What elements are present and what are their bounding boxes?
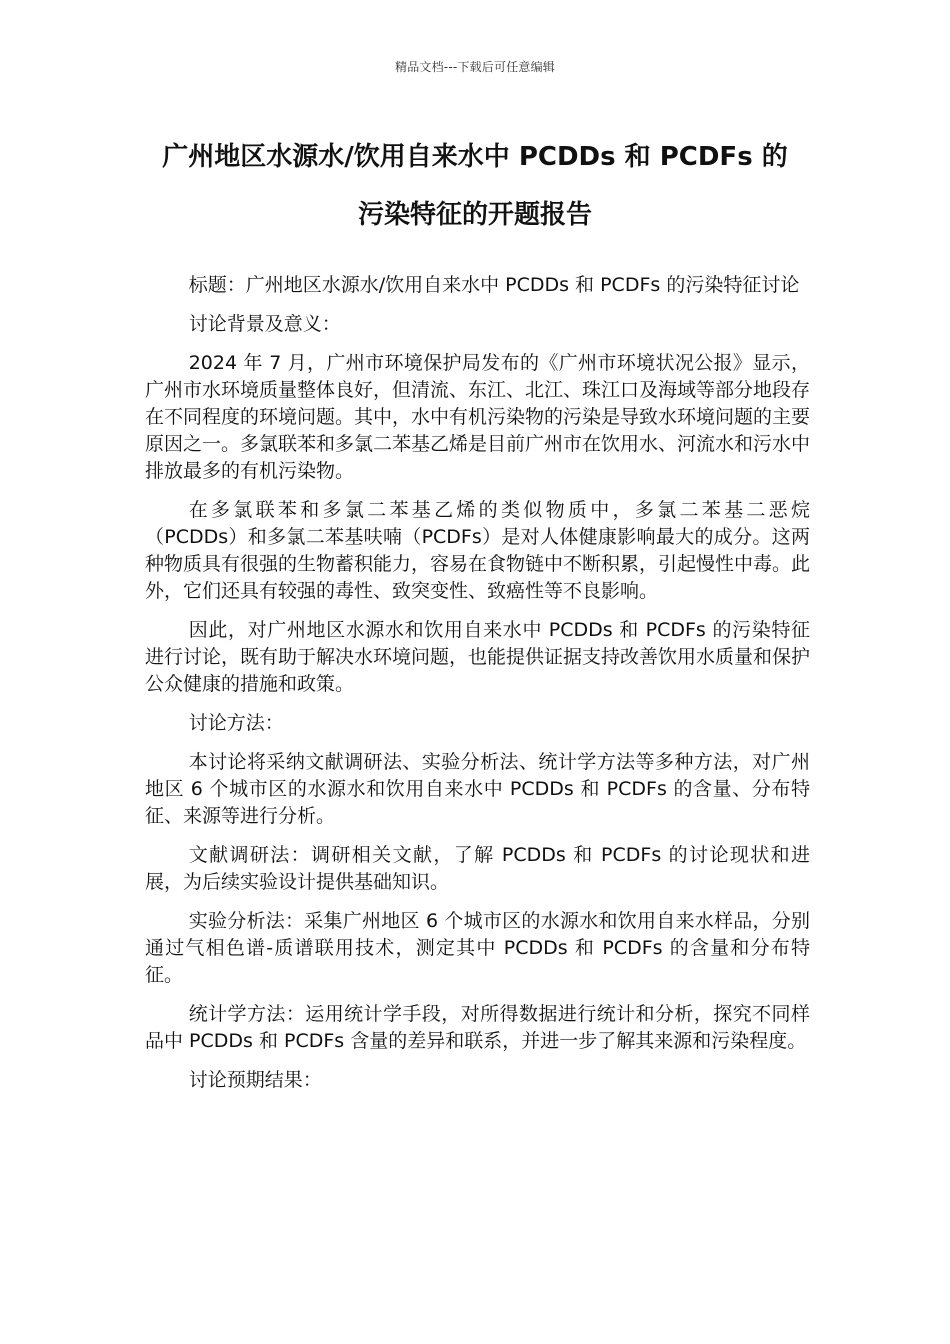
paragraph-topic: 标题：广州地区水源水/饮用自来水中 PCDDs 和 PCDFs 的污染特征讨论 <box>188 274 800 296</box>
section-heading-background: 讨论背景及意义： <box>188 313 341 335</box>
document-title <box>120 128 830 244</box>
paragraph-background-3: 因此，对广州地区水源水和饮用自来水中 PCDDs 和 PCDFs 的污染特征进行讨论，既有助于解决水环境问题，也能提供证据支持改善饮用水质量和保护公众健康的措施和政策。 <box>145 619 811 695</box>
paragraph-method-statistics: 统计学方法：运用统计学手段，对所得数据进行统计和分析，探究不同样品中 PCDDs 和 PCDFs 含量的差异和联系，并进一步了解其来源和污染程度。 <box>145 1003 810 1052</box>
section-heading-methods: 讨论方法： <box>188 712 284 734</box>
page-header: 精品文档---下载后可任意编辑 <box>395 60 555 74</box>
title-line-1: 广州地区水源水/饮用自来水中 PCDDs 和 PCDFs 的 <box>162 142 788 172</box>
paragraph-method-literature: 文献调研法：调研相关文献，了解 PCDDs 和 PCDFs 的讨论现状和进展，为后续实验设计提供基础知识。 <box>145 844 810 893</box>
paragraph-method-experiment: 实验分析法：采集广州地区 6 个城市区的水源水和饮用自来水样品，分别通过气相色谱-质谱联用技术，测定其中 PCDDs 和 PCDFs 的含量和分布特征。 <box>145 910 810 986</box>
title-line-2: 污染特征的开题报告 <box>357 200 592 230</box>
paragraph-background-2: 在多氯联苯和多氯二苯基乙烯的类似物质中，多氯二苯基二恶烷（PCDDs）和多氯二苯基呋喃（PCDFs）是对人体健康影响最大的成分。这两种物质具有很强的生物蓄积能力，容易在食物链中不断积累，引起慢性中毒。此外，它们还具有较强的毒性、致突变性、致癌性等不良影响。 <box>145 499 811 602</box>
paragraph-background-1: 2024 年 7 月，广州市环境保护局发布的《广州市环境状况公报》显示，广州市水环境质量整体良好，但清流、东江、北江、珠江口及海域等部分地段存在不同程度的环境问题。其中，水中有机污染物的污染是导致水环境问题的主要原因之一。多氯联苯和多氯二苯基乙烯是目前广州市在饮用水、河流水和污水中排放最多的有机污染物。 <box>145 352 811 482</box>
section-heading-expected-results: 讨论预期结果： <box>188 1069 322 1091</box>
paragraph-methods-overview: 本讨论将采纳文献调研法、实验分析法、统计学方法等多种方法，对广州地区 6 个城市区的水源水和饮用自来水中 PCDDs 和 PCDFs 的含量、分布特征、来源等进行分析。 <box>145 751 810 827</box>
document-body <box>145 272 810 1106</box>
